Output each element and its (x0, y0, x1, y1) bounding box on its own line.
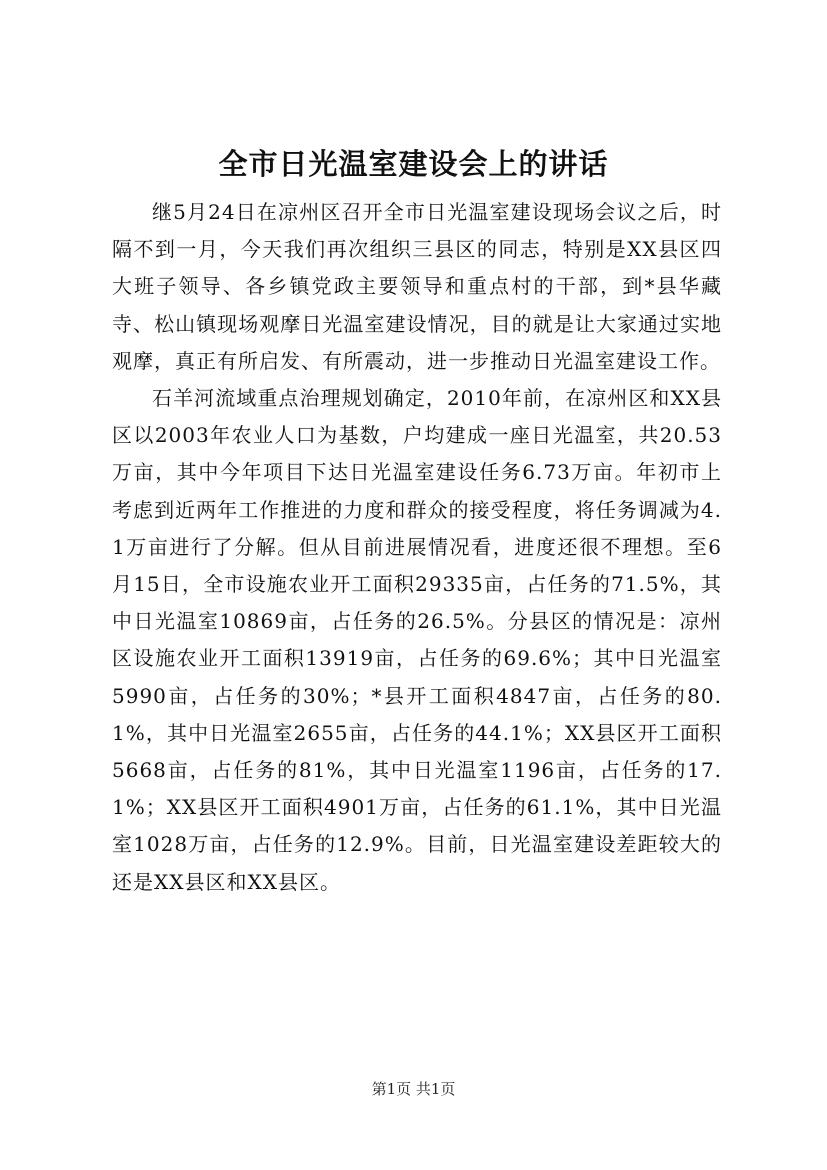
document-body (112, 194, 722, 901)
document-title: 全市日光温室建设会上的讲话 (218, 147, 609, 181)
paragraph-site-visit: 继5月24日在凉州区召开全市日光温室建设现场会议之后，时隔不到一月，今天我们再次组织三县区的同志，特别是XX县区四大班子领导、各乡镇党政主要领导和重点村的干部，到*县华藏寺、松山镇现场观摩日光温室建设情况，目的就是让大家通过实地观摩，真正有所启发、有所震动，进一步推动日光温室建设工作。 (112, 200, 722, 373)
page-number: 第1页 共1页 (371, 1080, 456, 1098)
paragraph-progress-report: 石羊河流域重点治理规划确定，2010年前，在凉州区和XX县区以2003年农业人口为基数，户均建成一座日光温室，共20.53万亩，其中今年项目下达日光温室建设任务6.73万亩。年初市上考虑到近两年工作推进的力度和群众的接受程度，将任务调减为4.1万亩进行了分解。但从目前进展情况看，进度还很不理想。至6月15日，全市设施农业开工面积29335亩，占任务的71.5%，其中日光温室10869亩，占任务的26.5%。分县区的情况是：凉州区设施农业开工面积13919亩，占任务的69.6%；其中日光温室5990亩，占任务的30%；*县开工面积4847亩，占任务的80.1%，其中日光温室2655亩，占任务的44.1%；XX县区开工面积5668亩，占任务的81%，其中日光温室1196亩，占任务的17.1%；XX县区开工面积4901万亩，占任务的61.1%，其中日光温室1028万亩，占任务的12.9%。目前，日光温室建设差距较大的还是XX县区和XX县区。 (112, 386, 722, 894)
